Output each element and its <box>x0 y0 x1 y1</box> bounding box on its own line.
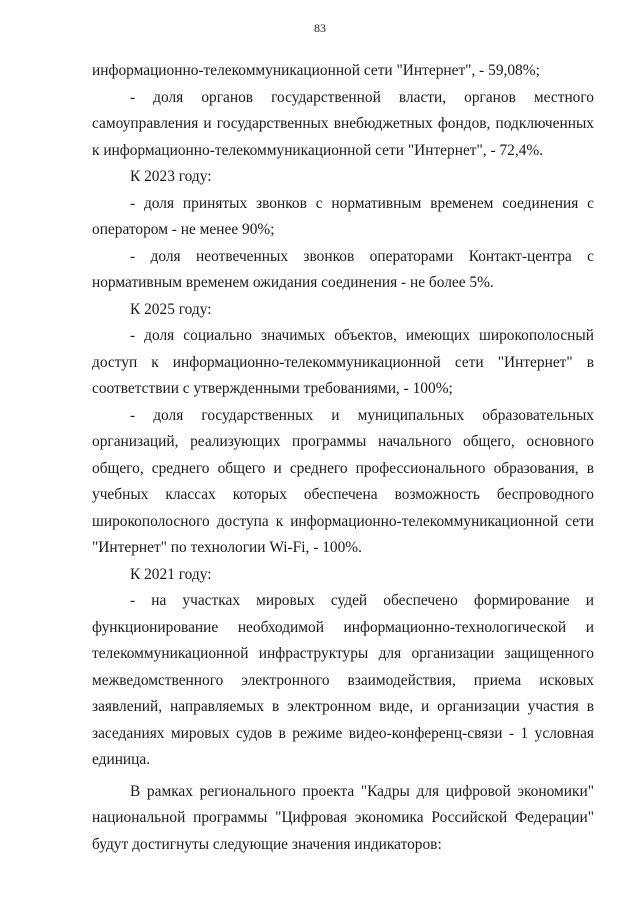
year-heading-2023: К 2023 году: <box>130 168 212 185</box>
paragraph-bullet: - доля принятых звонков с нормативным временем соединения с оператором - не менее 90%; <box>92 194 594 238</box>
paragraph-continuation: информационно-телекоммуникационной сети "Интернет", - 59,08%; <box>92 62 540 79</box>
paragraph-body: В рамках регионального проекта "Кадры для цифровой экономики" национальной программы "Цифровая экономика Российской Федерации" будут достигнуты следующие значения индикаторов: <box>92 782 594 853</box>
paragraph-bullet: - доля государственных и муниципальных образовательных организаций, реализующих программы начального общего, основного общего, среднего общего и среднего профессионального образования, в учебных классах которых обеспечена возможность беспроводного широкополосного доступа к информационно-телекоммуникационной сети "Интернет" по технологии Wi-Fi, - 100%. <box>92 406 594 556</box>
document-body <box>92 58 594 858</box>
year-heading-2021: К 2021 году: <box>130 565 212 583</box>
page-number: 83 <box>314 21 326 35</box>
paragraph-bullet: - доля социально значимых объектов, имеющих широкополосный доступ к информационно-телекоммуникационной сети "Интернет" в соответствии с утвержденными требованиями, - 100%; <box>92 327 594 397</box>
paragraph-bullet: - на участках мировых судей обеспечено формирование и функционирование необходимой информационно-технологической и телекоммуникационной инфраструктуры для организации защищенного межведомственного электронного взаимодействия, приема исковых заявлений, направляемых в электронном виде, и организации участия в заседаниях мировых судов в режиме видео-конференц-связи - 1 условная единица. <box>92 592 594 768</box>
paragraph-bullet: - доля органов государственной власти, органов местного самоуправления и государственных внебюджетных фондов, подключенных к информационно-телекоммуникационной сети "Интернет", - 72,4%. <box>92 88 594 159</box>
paragraph-bullet: - доля неотвеченных звонков операторами Контакт-центра с нормативным временем ожидания соединения - не более 5%. <box>92 247 594 291</box>
year-heading-2025: К 2025 году: <box>130 300 212 318</box>
